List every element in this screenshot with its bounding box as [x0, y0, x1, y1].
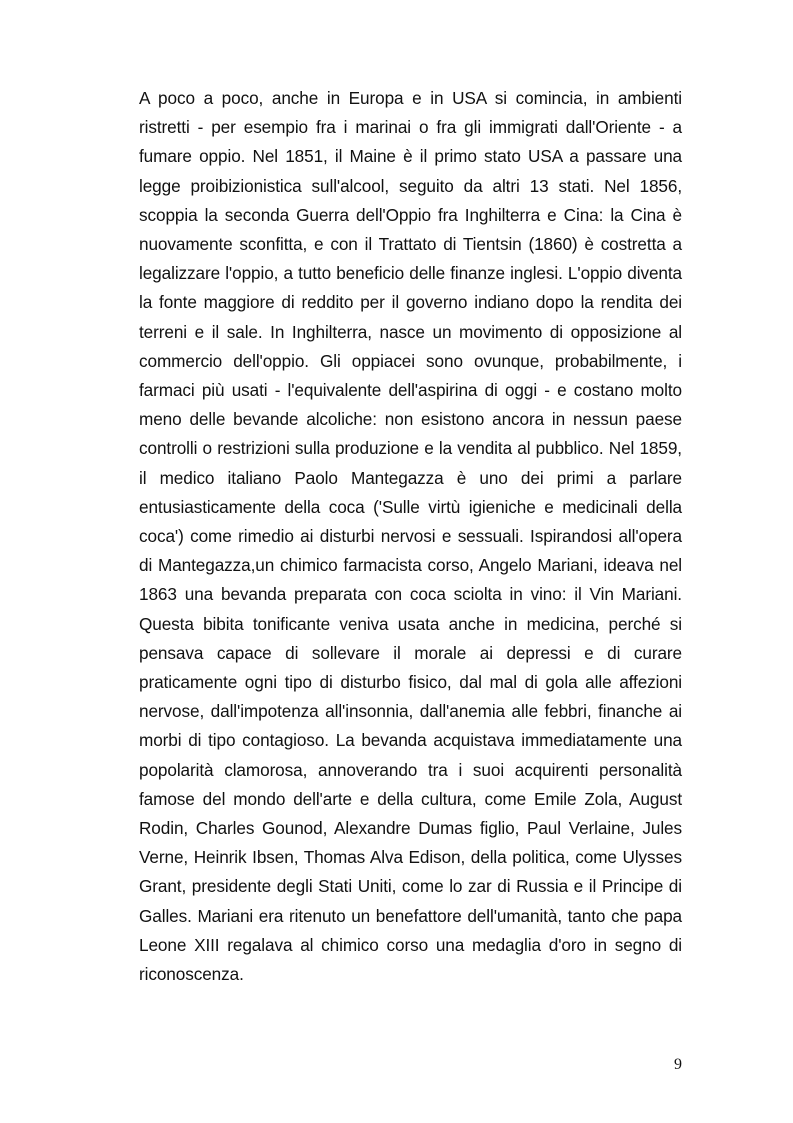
page-number: 9 [674, 1056, 682, 1073]
body-paragraph: A poco a poco, anche in Europa e in USA si comincia, in ambienti ristretti - per esempio fra i marinai o fra gli immigrati dall'Oriente - a fumare oppio. Nel 1851, il Maine è il primo stato USA a passare una legge proibizionistica sull'alcool, seguito da altri 13 stati. Nel 1856, scoppia la seconda Guerra dell'Oppio fra Inghilterra e Cina: la Cina è nuovamente sconfitta, e con il Trattato di Tientsin (1860) è costretta a legalizzare l'oppio, a tutto beneficio delle finanze inglesi. L'oppio diventa la fonte maggiore di reddito per il governo indiano dopo la rendita dei terreni e il sale. In Inghilterra, nasce un movimento di opposizione al commercio dell'oppio. Gli oppiacei sono ovunque, probabilmente, i farmaci più usati - l'equivalente dell'aspirina di oggi - e costano molto meno delle bevande alcoliche: non esistono ancora in nessun paese controlli o restrizioni sulla produzione e la vendita al pubblico. Nel 1859, il medico italiano Paolo Mantegazza è uno dei primi a parlare entusiasticamente della coca ('Sulle virtù igieniche e medicinali della coca') come rimedio ai disturbi nervosi e sessuali. Ispirandosi all'opera di Mantegazza,un chimico farmacista corso, Angelo Mariani, ideava nel 1863 una bevanda preparata con coca sciolta in vino: il Vin Mariani. Questa bibita tonificante veniva usata anche in medicina, perché si pensava capace di sollevare il morale ai depressi e di curare praticamente ogni tipo di disturbo fisico, dal mal di gola alle affezioni nervose, dall'impotenza all'insonnia, dall'anemia alle febbri, finanche ai morbi di tipo contagioso. La bevanda acquistava immediatamente una popolarità clamorosa, annoverando tra i suoi acquirenti personalità famose del mondo dell'arte e della cultura, come Emile Zola, August Rodin, Charles Gounod, Alexandre Dumas figlio, Paul Verlaine, Jules Verne, Heinrik Ibsen, Thomas Alva Edison, della politica, come Ulysses Grant, presidente degli Stati Uniti, come lo zar di Russia e il Principe di Galles. Mariani era ritenuto un benefattore dell'umanità, tanto che papa Leone XIII regalava al chimico corso una medaglia d'oro in segno di riconoscenza. [139, 88, 682, 985]
